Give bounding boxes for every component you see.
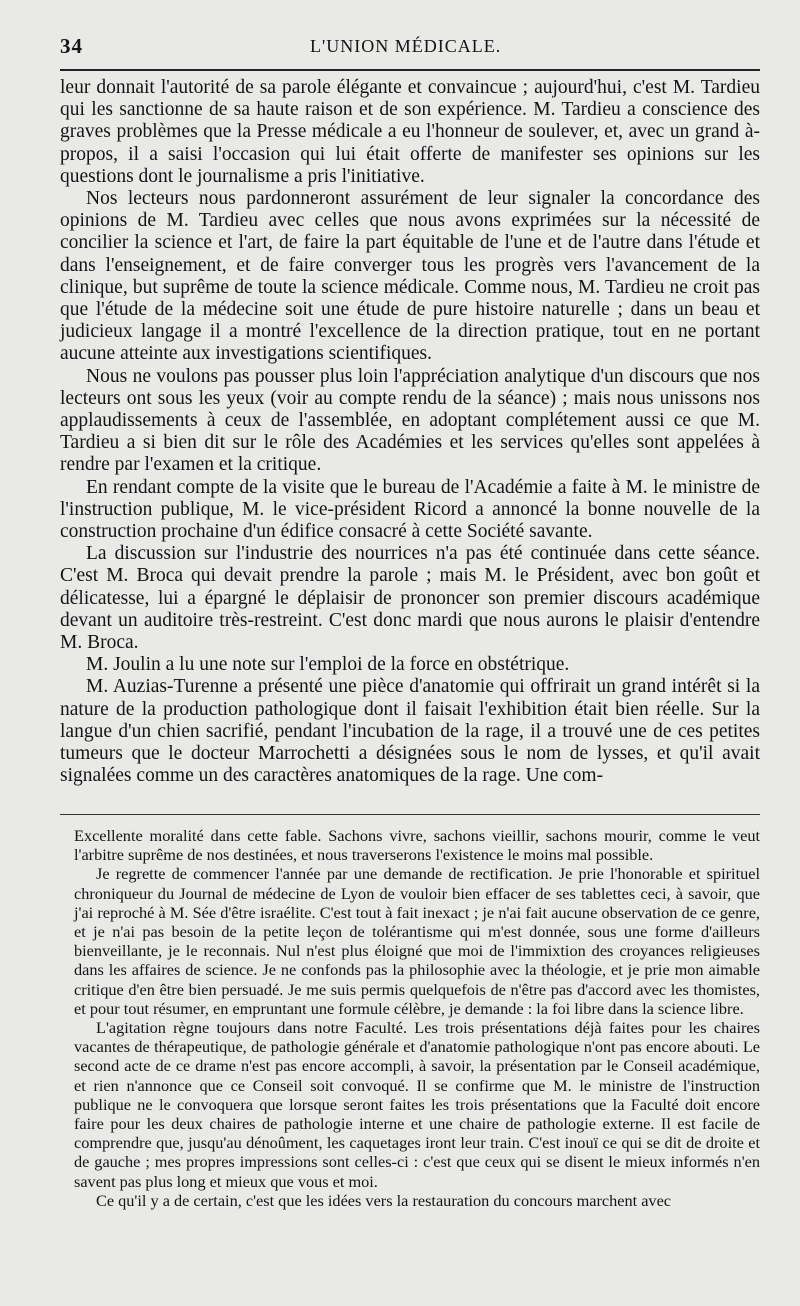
running-title: L'UNION MÉDICALE.: [310, 36, 502, 56]
footnote-paragraph: Ce qu'il y a de certain, c'est que les idées vers la restauration du concours marchent avec: [96, 1190, 672, 1210]
paragraph: M. Joulin a lu une note sur l'emploi de la force en obstétrique.: [86, 654, 570, 676]
footnote-paragraph: Je regrette de commencer l'année par une demande de rectification. Je prie l'honorable et spirituel chroniqueur du Journal de médecine de Lyon de vouloir bien effacer de ses tablettes ceci, à savoir, que j'ai reproché à M. Sée d'être israélite. C'est tout à fait inexact ; je n'ai fait aucune observation de ce genre, et je n'ai pas besoin de la petite leçon de tolérantisme qui m'est donnée, sous une forme d'ailleurs bienveillante, je le reconnais. Nul n'est plus éloigné que moi de l'immixtion des croyances religieuses dans les affaires de science. Je ne confonds pas la philosophie avec la théologie, et je prie mon aimable critique d'en être bien persuadé. Je me suis permis quelquefois de n'être pas d'accord avec les thomistes, et pour tout résumer, en empruntant une formule célèbre, je demande : la foi libre dans la science libre.: [74, 864, 760, 1018]
footnote-paragraph: L'agitation règne toujours dans notre Faculté. Les trois présentations déjà faites pour les chaires vacantes de thérapeutique, de pathologie générale et d'anatomie pathologique n'ont pas encore abouti. Le second acte de ce drame n'est pas encore accompli, à savoir, la présentation par le Conseil académique, et rien n'annonce que ce Conseil soit convoqué. Il se confirme que M. le ministre de l'instruction publique ne le convoquera que lorsque seront faites les trois présentations que la Faculté doit encore faire pour les deux chaires de pathologie interne et une chaire de pathologie externe. Il est facile de comprendre que, jusqu'au dénoûment, les caquetages iront leur train. C'est inouï ce qui se dit de droite et de gauche ; mes propres impressions sont celles-ci : c'est que ceux qui se disent le mieux informés n'en savent pas plus long et mieux que vous et moi.: [74, 1018, 760, 1191]
paragraph: M. Auzias-Turenne a présenté une pièce d'anatomie qui offrirait un grand intérêt si la nature de la production pathologique dont il faisait l'exhibition était bien réelle. Sur la langue d'un chien sacrifié, pendant l'incubation de la rage, il a trouvé une de ces petites tumeurs que le docteur Marrochetti a désignées sous le nom de lysses, et qu'il avait signalées comme un des caractères anatomiques de la rage. Une com-: [60, 676, 760, 787]
paragraph: La discussion sur l'industrie des nourrices n'a pas été continuée dans cette séance. C'est M. Broca qui devait prendre la parole ; mais M. le Président, avec bon goût et délicatesse, lui a épargné le déplaisir de prononcer son premier discours académique devant un auditoire très-restreint. C'est donc mardi que nous aurons le plaisir d'entendre M. Broca.: [60, 543, 760, 654]
header-rule: [60, 69, 760, 71]
paragraph: Nous ne voulons pas pousser plus loin l'appréciation analytique d'un discours que nos lecteurs ont sous les yeux (voir au compte rendu de la séance) ; mais nous unissons nos applaudissements à ceux de l'assemblée, en adoptant complétement aussi ce que M. Tardieu a si bien dit sur le rôle des Académies et les services qu'elles sont appelées à rendre par l'examen et la critique.: [60, 365, 760, 476]
paragraph: En rendant compte de la visite que le bureau de l'Académie a faite à M. le ministre de l'instruction publique, M. le vice-président Ricord a annoncé la bonne nouvelle de la construction prochaine d'un édifice consacré à cette Société savante.: [60, 476, 760, 543]
footnote-rule: [60, 814, 760, 815]
main-text: [60, 77, 760, 788]
footnote-paragraph: Excellente moralité dans cette fable. Sachons vivre, sachons vieillir, sachons mourir, comme le veut l'arbitre suprême de nos destinées, et nous traverserons l'existence le moins mal possible.: [74, 826, 760, 865]
page-number: 34: [60, 34, 83, 58]
page-header: [60, 34, 760, 62]
paragraph: leur donnait l'autorité de sa parole élégante et convaincue ; aujourd'hui, c'est M. Tardieu qui les sanctionne de sa haute raison et de son expérience. M. Tardieu a conscience des graves problèmes que la Presse médicale a eu l'honneur de soulever, et, avec un grand à-propos, il a saisi l'occasion qui lui était offerte de manifester ses opinions sur les questions dont le journalisme a pris l'initiative.: [60, 77, 760, 187]
paragraph: Nos lecteurs nous pardonneront assurément de leur signaler la concordance des opinions de M. Tardieu avec celles que nous avons exprimées sur la nécessité de concilier la science et l'art, de faire la part équitable de l'une et de l'autre dans l'étude et dans l'enseignement, et de faire converger tous les progrès vers l'avancement de la clinique, but suprême de toute la science médicale. Comme nous, M. Tardieu ne croit pas que l'étude de la médecine soit une étude de pure histoire naturelle ; dans un beau et judicieux langage il a montré l'excellence de la direction pratique, tout en ne portant aucune atteinte aux investigations scientifiques.: [60, 188, 760, 365]
footnotes: [74, 826, 760, 1210]
